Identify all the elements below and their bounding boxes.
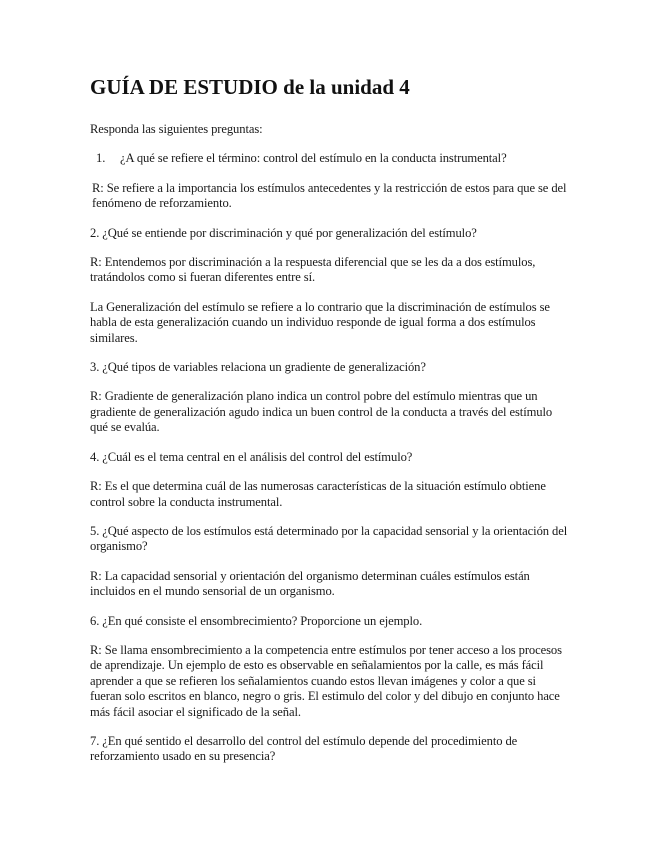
question-3: 3. ¿Qué tipos de variables relaciona un gradiente de generalización? <box>90 360 426 375</box>
question-7: 7. ¿En qué sentido el desarrollo del control del estímulo depende del procedimiento de reforzamiento usado en su presencia? <box>90 733 518 764</box>
answer-5: R: La capacidad sensorial y orientación del organismo determinan cuáles estímulos están incluidos en el mundo sensorial de un organismo. <box>90 568 530 599</box>
document-page <box>90 74 570 779</box>
title-rest: de la unidad 4 <box>277 75 410 99</box>
answer-1: R: Se refiere a la importancia los estímulos antecedentes y la restricción de estos para que se del fenómeno de reforzamiento. <box>92 180 567 211</box>
answer-4: R: Es el que determina cuál de las numerosas características de la situación estímulo obtiene control sobre la conducta instrumental. <box>90 479 546 509</box>
intro-text: Responda las siguientes preguntas: <box>90 122 263 136</box>
question-1 <box>90 151 570 166</box>
answer-2-continued: La Generalización del estímulo se refiere a lo contrario que la discriminación de estímulos se habla de esta generalización cuando un individuo responde de igual forma a dos estímulos similares. <box>90 299 550 345</box>
question-1-number: 1. <box>96 151 106 166</box>
question-6: 6. ¿En qué consiste el ensombrecimiento? Proporcione un ejemplo. <box>90 613 423 628</box>
page-title <box>90 74 570 100</box>
question-1-text: ¿A qué se refiere el término: control del estímulo en la conducta instrumental? <box>120 151 507 166</box>
answer-6: R: Se llama ensombrecimiento a la competencia entre estímulos por tener acceso a los procesos de aprendizaje. Un ejemplo de esto es observable en señalamientos por la calle, es más fácil aprender a que se refieren los señalamientos cuando estos llevan imágenes y color a que si fueran solo escritos en blanco, negro o gris. El estimulo del color y del dibujo en conjunto hace más fácil asociar el significado de la señal. <box>90 642 562 719</box>
question-4: 4. ¿Cuál es el tema central en el análisis del control del estímulo? <box>90 449 413 464</box>
question-5: 5. ¿Qué aspecto de los estímulos está determinado por la capacidad sensorial y la orientación del organismo? <box>90 523 568 554</box>
title-bold: GUÍA DE ESTUDIO <box>90 75 278 99</box>
answer-2: R: Entendemos por discriminación a la respuesta diferencial que se les da a dos estímulos, tratándolos como si fueran diferentes entre sí. <box>90 255 536 285</box>
question-2: 2. ¿Qué se entiende por discriminación y qué por generalización del estímulo? <box>90 225 477 240</box>
answer-3: R: Gradiente de generalización plano indica un control pobre del estímulo mientras que un gradiente de generalización agudo indica un buen control de la conducta a través del estímulo qué se evalúa. <box>90 389 553 435</box>
